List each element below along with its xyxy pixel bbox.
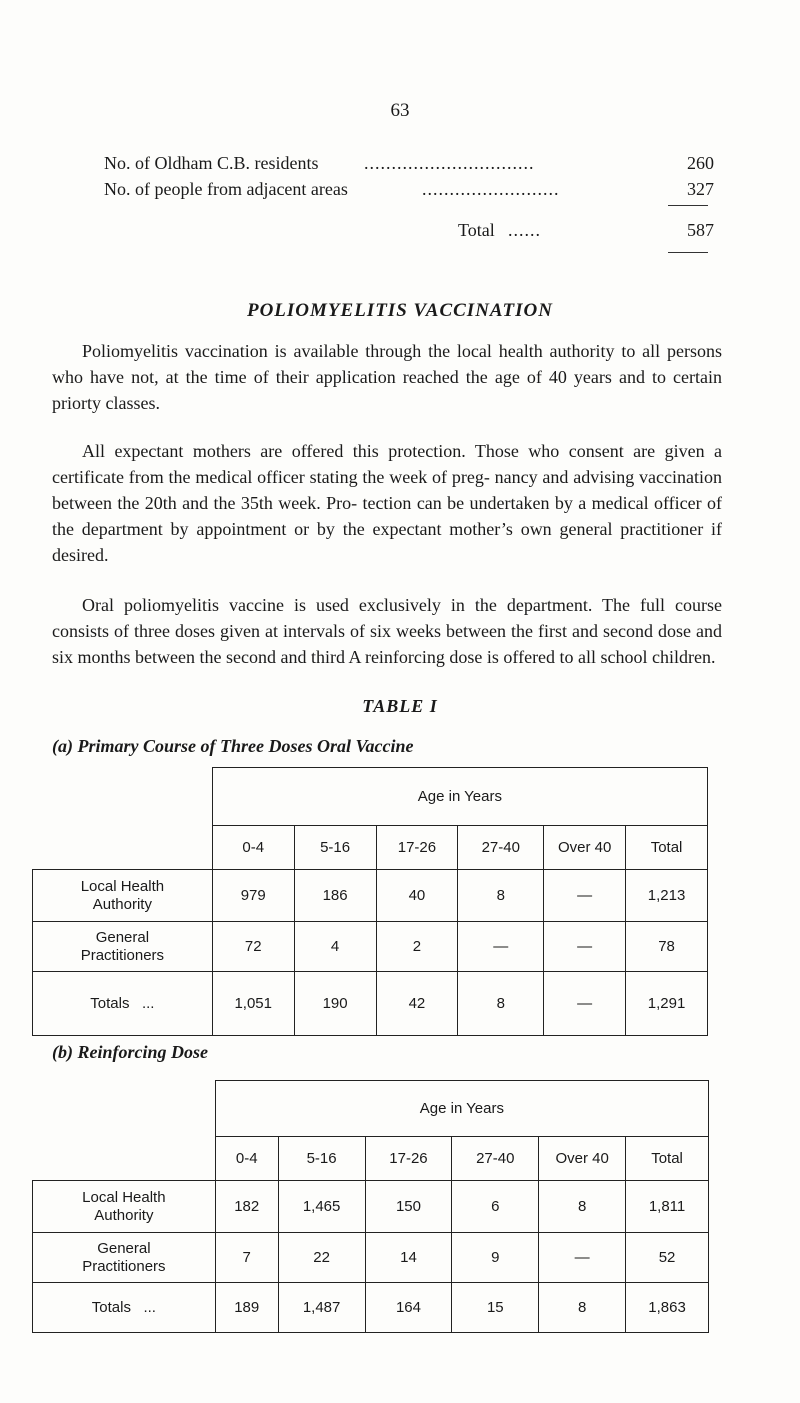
table-row bbox=[33, 870, 708, 922]
column-header: 5-16 bbox=[278, 1137, 365, 1181]
leader-dots: ......................... bbox=[422, 179, 560, 199]
row-header-line: General bbox=[95, 928, 150, 946]
table-cell: 9 bbox=[452, 1233, 539, 1283]
group-header: Age in Years bbox=[215, 1081, 708, 1137]
row-header bbox=[33, 922, 213, 972]
total-label: Total bbox=[458, 220, 495, 240]
table-cell: 1,051 bbox=[212, 972, 294, 1036]
table-row bbox=[33, 1233, 709, 1283]
corner-cell bbox=[33, 826, 213, 870]
table-cell: — bbox=[458, 922, 544, 972]
table-cell: 72 bbox=[212, 922, 294, 972]
column-header: 27-40 bbox=[458, 826, 544, 870]
table-cell: — bbox=[544, 870, 626, 922]
paragraph-oral-vaccine: Oral poliomyelitis vaccine is used exclusively in the department. The full course consists of three doses given at intervals of six weeks between the first and second dose and six months between the second and third A reinforcing dose is offered to all school children. bbox=[52, 595, 722, 667]
page-number: 63 bbox=[390, 100, 410, 121]
table-cell: 8 bbox=[458, 972, 544, 1036]
table-cell: 8 bbox=[539, 1181, 626, 1233]
table-cell: 52 bbox=[626, 1233, 709, 1283]
table-cell: 979 bbox=[212, 870, 294, 922]
table-cell: 6 bbox=[452, 1181, 539, 1233]
column-header: Total bbox=[626, 1137, 709, 1181]
table-cell: 150 bbox=[365, 1181, 452, 1233]
column-header: 0-4 bbox=[215, 1137, 278, 1181]
row-header-line: General bbox=[97, 1239, 151, 1257]
table-cell: 78 bbox=[626, 922, 708, 972]
column-header: 27-40 bbox=[452, 1137, 539, 1181]
table-cell: — bbox=[544, 922, 626, 972]
total-row bbox=[104, 217, 714, 243]
table-row bbox=[33, 1181, 709, 1233]
table-cell: 4 bbox=[294, 922, 376, 972]
table-cell: 15 bbox=[452, 1283, 539, 1333]
table-cell: 2 bbox=[376, 922, 458, 972]
table-cell: 40 bbox=[376, 870, 458, 922]
table-cell: 42 bbox=[376, 972, 458, 1036]
column-header: 5-16 bbox=[294, 826, 376, 870]
table-cell: 1,487 bbox=[278, 1283, 365, 1333]
corner-cell bbox=[33, 1137, 216, 1181]
table-cell: 189 bbox=[215, 1283, 278, 1333]
table-b-caption: (b) Reinforcing Dose bbox=[52, 1042, 208, 1062]
column-header: Over 40 bbox=[539, 1137, 626, 1181]
count-label: No. of people from adjacent areas bbox=[104, 176, 348, 202]
column-header: Total bbox=[626, 826, 708, 870]
leader-dots: ............................... bbox=[364, 153, 535, 173]
table-cell: 1,465 bbox=[278, 1181, 365, 1233]
row-header-line: Authority bbox=[94, 1206, 154, 1224]
table-cell: 8 bbox=[458, 870, 544, 922]
corner-cell bbox=[33, 1081, 216, 1137]
row-header bbox=[33, 870, 213, 922]
row-header-line: Authority bbox=[92, 895, 152, 913]
table-cell: 186 bbox=[294, 870, 376, 922]
sum-rule bbox=[668, 205, 708, 206]
count-label: No. of Oldham C.B. residents bbox=[104, 150, 318, 176]
table-cell: 8 bbox=[539, 1283, 626, 1333]
count-value: 327 bbox=[687, 179, 714, 199]
row-header bbox=[33, 1181, 216, 1233]
table-cell: 164 bbox=[365, 1283, 452, 1333]
total-rule bbox=[668, 252, 708, 253]
table-cell: 14 bbox=[365, 1233, 452, 1283]
column-header: 0-4 bbox=[212, 826, 294, 870]
table-a-caption: (a) Primary Course of Three Doses Oral Vaccine bbox=[52, 736, 414, 756]
row-header: Totals ... bbox=[33, 972, 213, 1036]
table-cell: — bbox=[539, 1233, 626, 1283]
table-cell: — bbox=[544, 972, 626, 1036]
paragraph-expectant-mothers: All expectant mothers are offered this protection. Those who consent are given a certificate from the medical officer stating the week of preg- nancy and advising vaccination between the 20th and the 35th week. Pro- tection can be undertaken by a medical officer of the department by appointment or by the expectant mother’s own general practitioner if desired. bbox=[52, 441, 722, 565]
row-header-line: Local Health bbox=[82, 1188, 166, 1206]
row-header-line: Practitioners bbox=[80, 946, 165, 964]
group-header: Age in Years bbox=[212, 768, 707, 826]
table-cell: 7 bbox=[215, 1233, 278, 1283]
section-title: POLIOMYELITIS VACCINATION bbox=[246, 300, 553, 321]
table-primary-course bbox=[32, 767, 708, 1036]
row-header bbox=[33, 1233, 216, 1283]
leader-dots: ...... bbox=[508, 220, 541, 240]
row-header: Totals ... bbox=[33, 1283, 216, 1333]
table-reinforcing-dose bbox=[32, 1080, 709, 1333]
table-cell: 1,291 bbox=[626, 972, 708, 1036]
count-row-adjacent bbox=[104, 176, 714, 202]
corner-cell bbox=[33, 768, 213, 826]
column-header: 17-26 bbox=[376, 826, 458, 870]
paragraph-availability: Poliomyelitis vaccination is available through the local health authority to all persons who have not, at the time of their application reached the age of 40 years and to certain priorty classes. bbox=[52, 341, 722, 413]
row-header-line: Practitioners bbox=[82, 1257, 166, 1275]
table-row bbox=[33, 1283, 709, 1333]
count-value: 260 bbox=[687, 153, 714, 173]
table-row bbox=[33, 922, 708, 972]
table-row bbox=[33, 972, 708, 1036]
column-header: Over 40 bbox=[544, 826, 626, 870]
table-cell: 182 bbox=[215, 1181, 278, 1233]
table-cell: 1,213 bbox=[626, 870, 708, 922]
resident-counts bbox=[104, 150, 714, 202]
column-header: 17-26 bbox=[365, 1137, 452, 1181]
count-row-residents bbox=[104, 150, 714, 176]
table-cell: 1,863 bbox=[626, 1283, 709, 1333]
table-cell: 1,811 bbox=[626, 1181, 709, 1233]
table-cell: 22 bbox=[278, 1233, 365, 1283]
total-value: 587 bbox=[687, 220, 714, 240]
row-header-line: Local Health bbox=[80, 877, 165, 895]
table-title: TABLE I bbox=[362, 696, 438, 716]
table-cell: 190 bbox=[294, 972, 376, 1036]
